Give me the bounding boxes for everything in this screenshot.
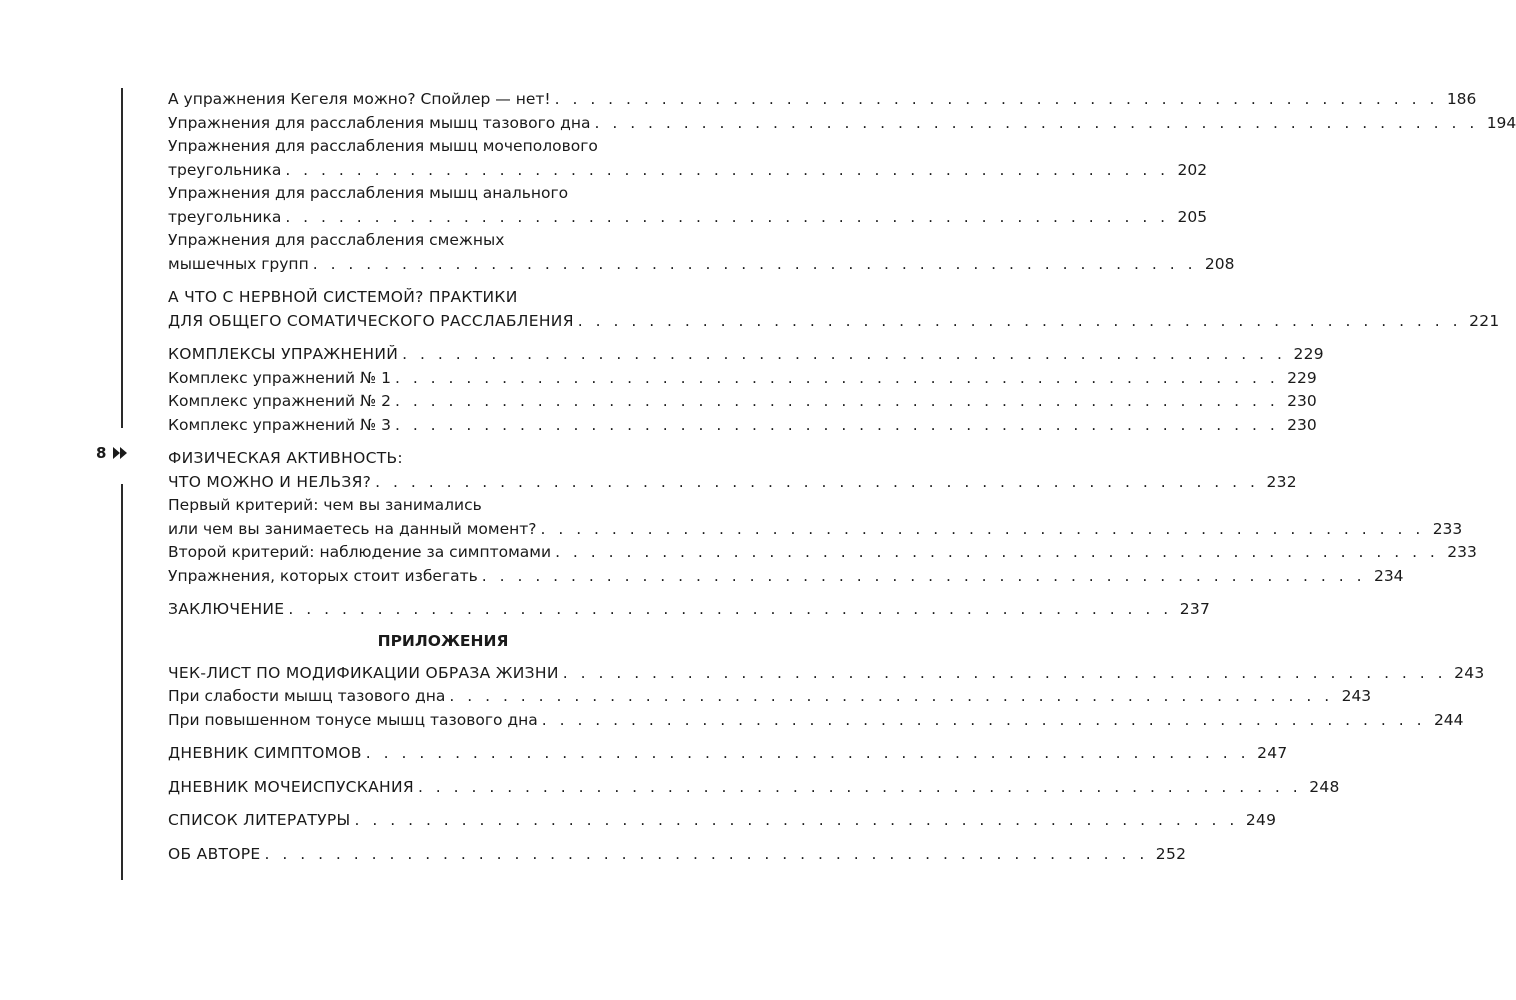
toc-entry-title: Комплекс упражнений № 1 bbox=[168, 368, 391, 387]
toc-page-number: 202 bbox=[1177, 160, 1208, 179]
toc-entry[interactable] bbox=[168, 471, 1297, 495]
toc-entry[interactable] bbox=[168, 367, 1317, 391]
toc-entry-title: Комплекс упражнений № 2 bbox=[168, 392, 391, 410]
leader-dots: . . . . . . . . . . . . . . . . . . . . . . . . . . . . . . . . . . . . . . . . . . . . . . . . . . bbox=[288, 600, 1173, 618]
toc-entry[interactable] bbox=[168, 565, 1404, 589]
toc-entry-title: ФИЗИЧЕСКАЯ АКТИВНОСТЬ: bbox=[168, 449, 403, 467]
toc-page-number: 249 bbox=[1245, 811, 1277, 829]
leader-dots: . . . . . . . . . . . . . . . . . . . . . . . . . . . . . . . . . . . . . . . . . . . . . . . . . . bbox=[554, 90, 1439, 108]
toc-entry[interactable] bbox=[168, 685, 1372, 709]
toc-entry[interactable] bbox=[168, 414, 1317, 438]
leader-dots: . . . . . . . . . . . . . . . . . . . . . . . . . . . . . . . . . . . . . . . . . . . . . . . . . . bbox=[285, 207, 1170, 226]
double-arrow-icon bbox=[113, 447, 127, 459]
toc-appendix-list bbox=[168, 662, 1485, 867]
toc-entry-line bbox=[168, 182, 718, 206]
leader-dots: . . . . . . . . . . . . . . . . . . . . . . . . . . . . . . . . . . . . . . . . . . . . . . . . . . bbox=[562, 663, 1447, 682]
leader-dots: . . . . . . . . . . . . . . . . . . . . . . . . . . . . . . . . . . . . . . . . . . . . . . . . . . bbox=[375, 472, 1259, 491]
toc-page-number: 233 bbox=[1447, 543, 1477, 561]
leader-dots: . . . . . . . . . . . . . . . . . . . . . . . . . . . . . . . . . . . . . . . . . . . . . . . . . . bbox=[394, 368, 1279, 387]
toc-entry-title: СПИСОК ЛИТЕРАТУРЫ bbox=[168, 811, 351, 829]
toc-page-number: 237 bbox=[1179, 600, 1211, 618]
toc-entry[interactable] bbox=[168, 541, 1477, 565]
toc-page-number: 247 bbox=[1257, 744, 1288, 762]
toc-entry[interactable] bbox=[168, 88, 1477, 112]
entry-gap bbox=[168, 799, 718, 809]
toc-page-number: 248 bbox=[1309, 777, 1340, 796]
margin-rule-bottom bbox=[121, 484, 123, 880]
toc-page-number: 186 bbox=[1446, 90, 1477, 108]
toc-entry-title: Упражнения для расслабления мышц анального bbox=[168, 184, 569, 202]
toc-entry-line bbox=[168, 447, 718, 471]
page-number: 8 bbox=[96, 444, 107, 462]
toc-entry[interactable] bbox=[168, 843, 1187, 867]
toc-entry[interactable] bbox=[168, 598, 1211, 622]
toc-page-number: 232 bbox=[1266, 472, 1297, 491]
toc-entry-title: ДНЕВНИК МОЧЕИСПУСКАНИЯ bbox=[168, 777, 414, 796]
toc-entry[interactable] bbox=[168, 310, 1500, 334]
toc-entry-title: Первый критерий: чем вы занимались bbox=[168, 496, 482, 514]
toc-entry-title: КОМПЛЕКСЫ УПРАЖНЕНИЙ bbox=[168, 345, 399, 363]
toc-entry-title: ДЛЯ ОБЩЕГО СОМАТИЧЕСКОГО РАССЛАБЛЕНИЯ bbox=[168, 311, 574, 330]
toc-entry[interactable] bbox=[168, 112, 1516, 136]
leader-dots: . . . . . . . . . . . . . . . . . . . . . . . . . . . . . . . . . . . . . . . . . . . . . . . . . . bbox=[285, 160, 1170, 179]
toc-entry-title: ДНЕВНИК СИМПТОМОВ bbox=[168, 744, 362, 762]
toc-entry[interactable] bbox=[168, 809, 1277, 833]
toc-entry-title: А ЧТО С НЕРВНОЙ СИСТЕМОЙ? ПРАКТИКИ bbox=[168, 288, 518, 306]
toc-entry[interactable] bbox=[168, 159, 1208, 183]
leader-dots: . . . . . . . . . . . . . . . . . . . . . . . . . . . . . . . . . . . . . . . . . . . . . . . . . . bbox=[481, 566, 1366, 585]
leader-dots: . . . . . . . . . . . . . . . . . . . . . . . . . . . . . . . . . . . . . . . . . . . . . . . . . . bbox=[555, 543, 1439, 561]
entry-gap bbox=[168, 833, 718, 843]
toc-entry-title: ЧТО МОЖНО И НЕЛЬЗЯ? bbox=[168, 472, 372, 491]
toc-page-number: 230 bbox=[1287, 415, 1317, 434]
leader-dots: . . . . . . . . . . . . . . . . . . . . . . . . . . . . . . . . . . . . . . . . . . . . . . . . . . bbox=[264, 844, 1149, 863]
toc-page-number: 244 bbox=[1433, 710, 1464, 729]
entry-gap bbox=[168, 766, 718, 776]
entry-gap bbox=[168, 333, 718, 343]
leader-dots: . . . . . . . . . . . . . . . . . . . . . . . . . . . . . . . . . . . . . . . . . . . . . . . . . . bbox=[394, 415, 1279, 434]
toc-entry-title: Упражнения для расслабления мышц мочеполового bbox=[168, 137, 598, 155]
toc-entry-line bbox=[168, 286, 718, 310]
toc-entry[interactable] bbox=[168, 390, 1317, 414]
toc-page-number: 221 bbox=[1469, 311, 1500, 330]
toc-entry-title: Упражнения, которых стоит избегать bbox=[168, 566, 478, 585]
toc-main-list bbox=[168, 88, 1516, 622]
toc-entry[interactable] bbox=[168, 776, 1340, 800]
toc-entry-title: треугольника bbox=[168, 207, 282, 226]
toc-entry[interactable] bbox=[168, 518, 1463, 542]
toc-entry[interactable] bbox=[168, 253, 1235, 277]
appendix-title: ПРИЛОЖЕНИЯ bbox=[377, 631, 509, 650]
toc-entry-title: ЧЕК-ЛИСТ ПО МОДИФИКАЦИИ ОБРАЗА ЖИЗНИ bbox=[168, 663, 559, 682]
toc-page-number: 208 bbox=[1204, 254, 1235, 273]
toc-entry[interactable] bbox=[168, 709, 1464, 733]
toc-entry-title: Второй критерий: наблюдение за симптомами bbox=[168, 543, 552, 561]
toc-entry[interactable] bbox=[168, 206, 1208, 230]
leader-dots: . . . . . . . . . . . . . . . . . . . . . . . . . . . . . . . . . . . . . . . . . . . . . . . . . . bbox=[577, 311, 1462, 330]
toc-entry-line bbox=[168, 135, 718, 159]
toc-page-number: 229 bbox=[1287, 368, 1317, 387]
toc-entry-title: ОБ АВТОРЕ bbox=[168, 844, 261, 863]
leader-dots: . . . . . . . . . . . . . . . . . . . . . . . . . . . . . . . . . . . . . . . . . . . . . . . . . . bbox=[417, 777, 1302, 796]
leader-dots: . . . . . . . . . . . . . . . . . . . . . . . . . . . . . . . . . . . . . . . . . . . . . . . . . . bbox=[594, 113, 1479, 132]
toc-entry-title: треугольника bbox=[168, 160, 282, 179]
toc-entry-title: мышечных групп bbox=[168, 254, 309, 273]
page-number-marker bbox=[96, 444, 127, 462]
toc-page-number: 252 bbox=[1155, 844, 1187, 863]
leader-dots: . . . . . . . . . . . . . . . . . . . . . . . . . . . . . . . . . . . . . . . . . . . . . . . . . . bbox=[394, 392, 1279, 410]
toc-page-number: 194 bbox=[1486, 113, 1516, 132]
toc-page-number: 243 bbox=[1341, 687, 1372, 705]
margin-rule-top bbox=[121, 88, 123, 428]
toc-page-number: 243 bbox=[1454, 663, 1485, 682]
toc-entry-title: Упражнения для расслабления смежных bbox=[168, 231, 505, 249]
toc-entry-title: ЗАКЛЮЧЕНИЕ bbox=[168, 600, 285, 618]
toc-page-number: 205 bbox=[1177, 207, 1208, 226]
toc-entry-title: При повышенном тонусе мышц тазового дна bbox=[168, 710, 538, 729]
toc-entry-line bbox=[168, 229, 718, 253]
leader-dots: . . . . . . . . . . . . . . . . . . . . . . . . . . . . . . . . . . . . . . . . . . . . . . . . . . bbox=[312, 254, 1197, 273]
leader-dots: . . . . . . . . . . . . . . . . . . . . . . . . . . . . . . . . . . . . . . . . . . . . . . . . . . bbox=[402, 345, 1286, 363]
leader-dots: . . . . . . . . . . . . . . . . . . . . . . . . . . . . . . . . . . . . . . . . . . . . . . . . . . bbox=[365, 744, 1250, 762]
leader-dots: . . . . . . . . . . . . . . . . . . . . . . . . . . . . . . . . . . . . . . . . . . . . . . . . . . bbox=[354, 811, 1239, 829]
leader-dots: . . . . . . . . . . . . . . . . . . . . . . . . . . . . . . . . . . . . . . . . . . . . . . . . . . bbox=[540, 519, 1425, 538]
entry-gap bbox=[168, 276, 718, 286]
toc-page-number: 233 bbox=[1432, 519, 1463, 538]
toc-entry-title: Комплекс упражнений № 3 bbox=[168, 415, 391, 434]
toc-page-number: 234 bbox=[1373, 566, 1404, 585]
entry-gap bbox=[168, 732, 718, 742]
toc-page-number: 230 bbox=[1287, 392, 1317, 410]
toc-entry-line bbox=[168, 494, 718, 518]
toc-entry-title: Упражнения для расслабления мышц тазового дна bbox=[168, 113, 591, 132]
toc-entry-title: При слабости мышц тазового дна bbox=[168, 687, 446, 705]
entry-gap bbox=[168, 588, 718, 598]
toc-entry-title: или чем вы занимаетесь на данный момент? bbox=[168, 519, 537, 538]
table-of-contents bbox=[168, 88, 1516, 866]
entry-gap bbox=[168, 437, 718, 447]
leader-dots: . . . . . . . . . . . . . . . . . . . . . . . . . . . . . . . . . . . . . . . . . . . . . . . . . . bbox=[449, 687, 1334, 705]
toc-entry[interactable] bbox=[168, 662, 1485, 686]
leader-dots: . . . . . . . . . . . . . . . . . . . . . . . . . . . . . . . . . . . . . . . . . . . . . . . . . . bbox=[541, 710, 1426, 729]
toc-page-number: 229 bbox=[1293, 345, 1324, 363]
toc-entry[interactable] bbox=[168, 742, 1288, 766]
toc-entry-title: А упражнения Кегеля можно? Спойлер — нет! bbox=[168, 90, 551, 108]
toc-entry[interactable] bbox=[168, 343, 1324, 367]
